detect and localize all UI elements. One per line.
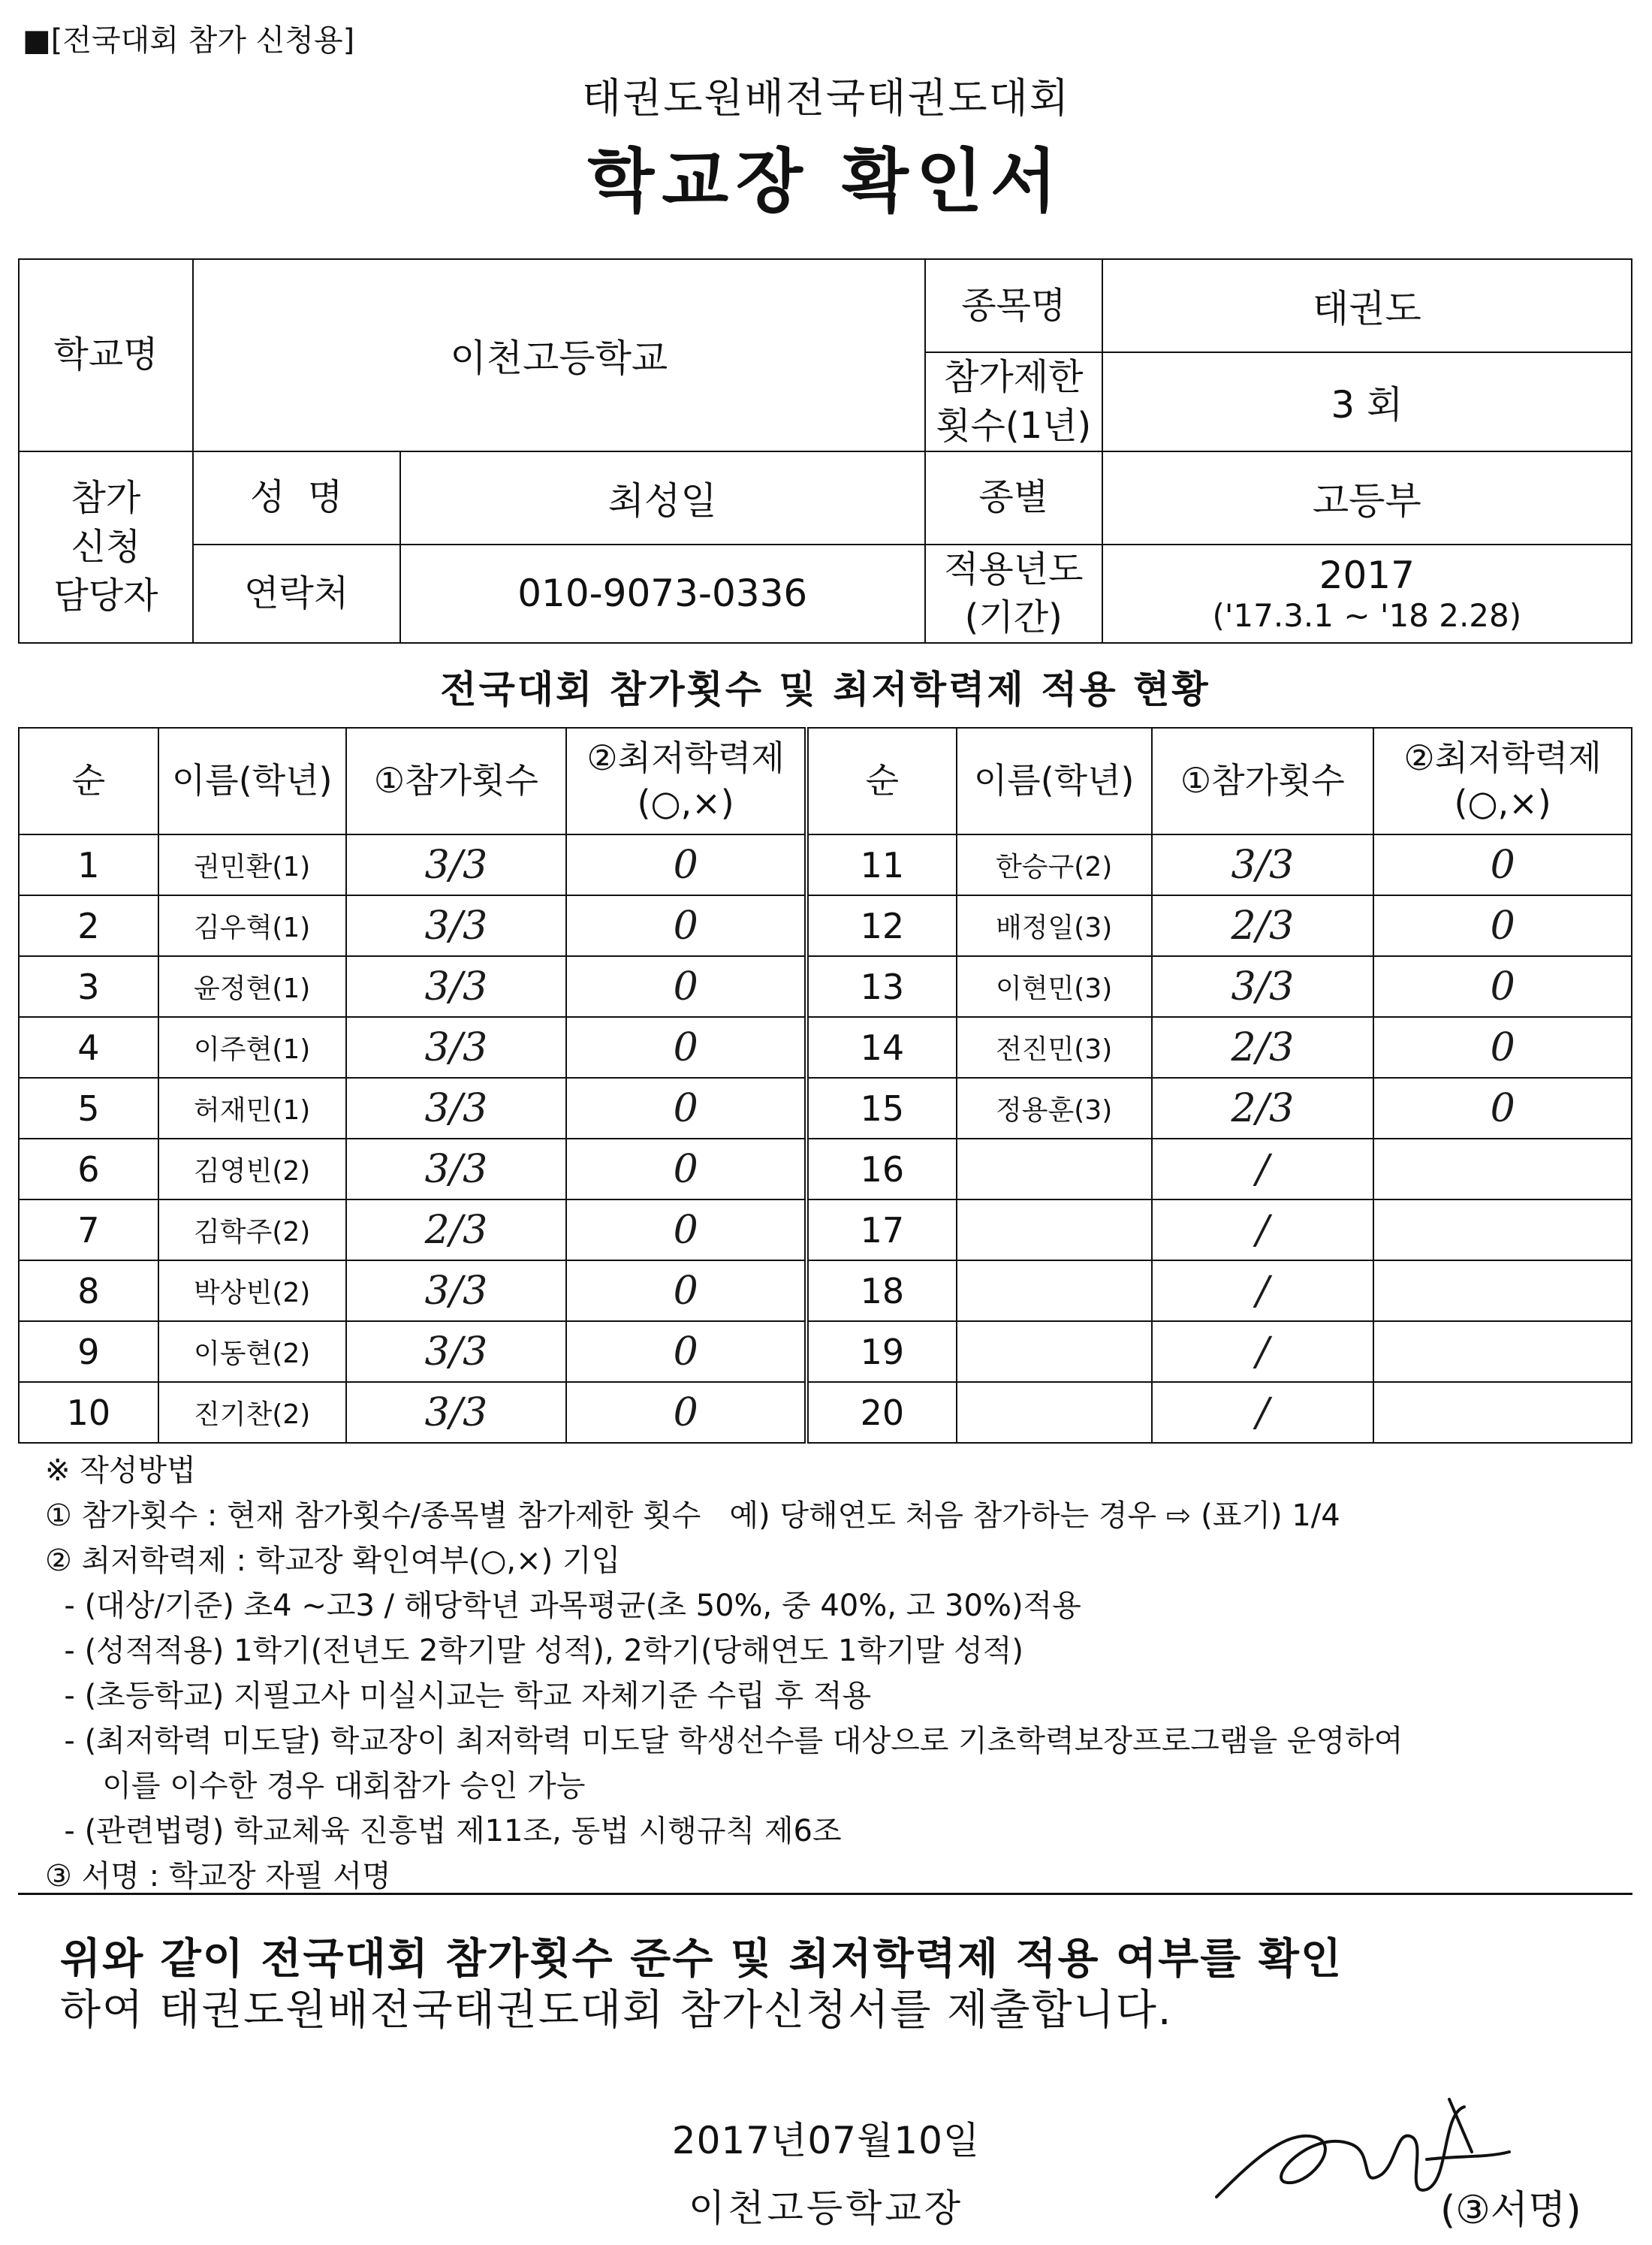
academic-check: 0 [566,956,806,1017]
roster-no: 15 [806,1078,957,1139]
student-name: 김학주(2) [158,1199,346,1260]
instruction-line: ③ 서명 : 학교장 자필 서명 [45,1859,391,1893]
instructions [45,1448,1629,1899]
participation-count: 2/3 [1152,1017,1374,1078]
student-name: 이주현(1) [158,1017,346,1078]
student-name [957,1199,1152,1260]
document-title: 학교장 확인서 [587,141,1065,222]
academic-check: 0 [566,1260,806,1321]
student-name [957,1382,1152,1443]
participation-count: 3/3 [346,834,567,895]
applicable-year-value [1102,545,1632,644]
header-academic-left-line1: ②최저학력제 [586,738,785,779]
participation-count: 2/3 [1152,1078,1374,1139]
header-academic-left [566,728,806,834]
instruction-line: - (관련법령) 학교체육 진흥법 제11조, 동법 시행규칙 제6조 [45,1814,842,1848]
participation-count: 2/3 [346,1199,567,1260]
roster-row [19,1078,1632,1139]
participation-count: / [1152,1260,1374,1321]
roster-row [19,1321,1632,1382]
roster-table [18,727,1632,1444]
applicable-year-label-line2: (기간) [964,596,1063,639]
instruction-line: ① 참가횟수 : 현재 참가횟수/종목별 참가제한 횟수 예) 당해연도 처음 참가하는 경우 ⇨ (표기) 1/4 [45,1498,1340,1533]
academic-check: 0 [566,1382,806,1443]
student-name: 정용훈(3) [957,1078,1152,1139]
instructions-heading: ※ 작성방법 [45,1453,196,1488]
submission-date: 2017년07월10일 [671,2119,981,2162]
instruction-line: - (최저학력 미도달) 학교장이 최저학력 미도달 학생선수를 대상으로 기초학력보장프로그램을 운영하여 [45,1724,1403,1758]
roster-no: 12 [806,895,957,956]
roster-row [19,1139,1632,1199]
header-academic-right-line2: (○,×) [1454,783,1551,823]
participation-count: / [1152,1321,1374,1382]
header-name-left: 이름(학년) [158,728,346,834]
applicant-info-table [18,258,1632,644]
academic-check: 0 [566,1321,806,1382]
academic-check: 0 [1373,895,1632,956]
student-name [957,1260,1152,1321]
participation-limit-label-line1: 참가제한 [944,356,1084,398]
participation-limit-label-line2: 횟수(1년) [936,404,1092,447]
roster-no: 20 [806,1382,957,1443]
roster-no: 13 [806,956,957,1017]
academic-check: 0 [566,834,806,895]
participation-count: 3/3 [346,956,567,1017]
header-academic-right [1373,728,1632,834]
roster-no: 8 [19,1260,158,1321]
student-name: 허재민(1) [158,1078,346,1139]
roster-no: 10 [19,1382,158,1443]
participation-count: 3/3 [346,1017,567,1078]
academic-check: 0 [1373,1017,1632,1078]
document-tag: ■[전국대회 참가 신청용] [23,23,355,58]
instruction-line: 이를 이수한 경우 대회참가 승인 가능 [45,1769,586,1803]
academic-check: 0 [1373,1078,1632,1139]
applicant-label-line2: 신청 [71,525,141,568]
participation-count: 3/3 [1152,834,1374,895]
roster-no: 1 [19,834,158,895]
participation-count: 3/3 [346,1260,567,1321]
contact-name-value: 최성일 [400,451,925,545]
participation-count: 3/3 [1152,956,1374,1017]
applicant-label-line3: 담당자 [53,574,158,617]
header-no-right: 순 [806,728,957,834]
roster-row [19,1260,1632,1321]
principal-title: 이천고등학교장 [688,2186,964,2230]
student-name [957,1321,1152,1382]
header-academic-right-line1: ②최저학력제 [1403,738,1602,779]
instruction-line: - (성적적용) 1학기(전년도 2학기말 성적), 2학기(당해연도 1학기말 성적) [45,1634,1024,1668]
roster-no: 7 [19,1199,158,1260]
participation-count: / [1152,1382,1374,1443]
academic-check: 0 [566,1078,806,1139]
header-count-left: ①참가횟수 [346,728,567,834]
confirmation-line2: 하여 태권도원배전국태권도대회 참가신청서를 제출합니다. [60,1986,1173,2035]
roster-no: 16 [806,1139,957,1199]
roster-no: 9 [19,1321,158,1382]
student-name: 전진민(3) [957,1017,1152,1078]
participation-count: 3/3 [346,1321,567,1382]
roster-row [19,1199,1632,1260]
roster-no: 19 [806,1321,957,1382]
roster-no: 2 [19,895,158,956]
student-name: 이현민(3) [957,956,1152,1017]
roster-no: 11 [806,834,957,895]
academic-check: 0 [566,1017,806,1078]
participation-count: 3/3 [346,1139,567,1199]
academic-check [1373,1260,1632,1321]
instruction-line: ② 최저학력제 : 학교장 확인여부(○,×) 기입 [45,1543,621,1578]
student-name: 이동현(2) [158,1321,346,1382]
academic-check [1373,1382,1632,1443]
roster-row [19,1382,1632,1443]
roster-no: 4 [19,1017,158,1078]
roster-row [19,834,1632,895]
participation-count: / [1152,1139,1374,1199]
academic-check: 0 [566,1199,806,1260]
roster-row [19,895,1632,956]
applicable-period: ('17.3.1 ~ '18 2.28) [1212,596,1522,634]
section-divider [18,1893,1632,1895]
applicant-label-line1: 참가 [71,477,141,520]
header-academic-left-line2: (○,×) [637,783,734,823]
student-name: 윤정현(1) [158,956,346,1017]
roster-no: 5 [19,1078,158,1139]
student-name: 박상빈(2) [158,1260,346,1321]
roster-row [19,1017,1632,1078]
student-name: 진기찬(2) [158,1382,346,1443]
applicant-label [19,451,193,644]
student-name: 배정일(3) [957,895,1152,956]
event-label: 종목명 [925,259,1102,352]
academic-check: 0 [1373,956,1632,1017]
confirmation-statement [60,1934,1622,2036]
header-count-right: ①참가횟수 [1152,728,1374,834]
division-value: 고등부 [1102,451,1632,545]
contact-name-label: 성 명 [193,451,400,545]
instruction-line: - (대상/기준) 초4 ~고3 / 해당학년 과목평균(초 50%, 중 40%, 고 30%)적용 [45,1589,1081,1623]
participation-count: / [1152,1199,1374,1260]
contact-phone-value: 010-9073-0336 [400,545,925,644]
student-name: 김우혁(1) [158,895,346,956]
header-no-left: 순 [19,728,158,834]
academic-check: 0 [566,1139,806,1199]
applicable-year-label [925,545,1102,644]
participation-limit-value: 3 회 [1102,352,1632,451]
participation-limit-label [925,352,1102,451]
roster-no: 14 [806,1017,957,1078]
participation-count: 3/3 [346,1078,567,1139]
student-name [957,1139,1152,1199]
participation-count: 3/3 [346,1382,567,1443]
event-value: 태권도 [1102,259,1632,352]
student-name: 한승구(2) [957,834,1152,895]
academic-check: 0 [566,895,806,956]
confirmation-line1: 위와 같이 전국대회 참가횟수 준수 및 최저학력제 적용 여부를 확인 [60,1935,1343,1984]
roster-no: 17 [806,1199,957,1260]
participation-count: 2/3 [1152,895,1374,956]
participation-count: 3/3 [346,895,567,956]
header-name-right: 이름(학년) [957,728,1152,834]
school-name-label: 학교명 [19,259,193,451]
signature-label: (③서명) [1440,2188,1581,2233]
instruction-line: - (초등학교) 지필고사 미실시교는 학교 자체기준 수립 후 적용 [45,1679,872,1713]
roster-row [19,956,1632,1017]
academic-check: 0 [1373,834,1632,895]
applicable-year-label-line1: 적용년도 [944,548,1084,590]
academic-check [1373,1139,1632,1199]
roster-section-title: 전국대회 참가횟수 및 최저학력제 적용 현황 [440,668,1210,711]
applicable-year: 2017 [1319,553,1415,597]
school-name-value: 이천고등학교 [193,259,925,451]
event-subtitle: 태권도원배전국태권도대회 [582,74,1070,122]
division-label: 종별 [925,451,1102,545]
contact-phone-label: 연락처 [193,545,400,644]
roster-no: 6 [19,1139,158,1199]
roster-no: 18 [806,1260,957,1321]
academic-check [1373,1321,1632,1382]
student-name: 김영빈(2) [158,1139,346,1199]
student-name: 권민환(1) [158,834,346,895]
academic-check [1373,1199,1632,1260]
roster-no: 3 [19,956,158,1017]
